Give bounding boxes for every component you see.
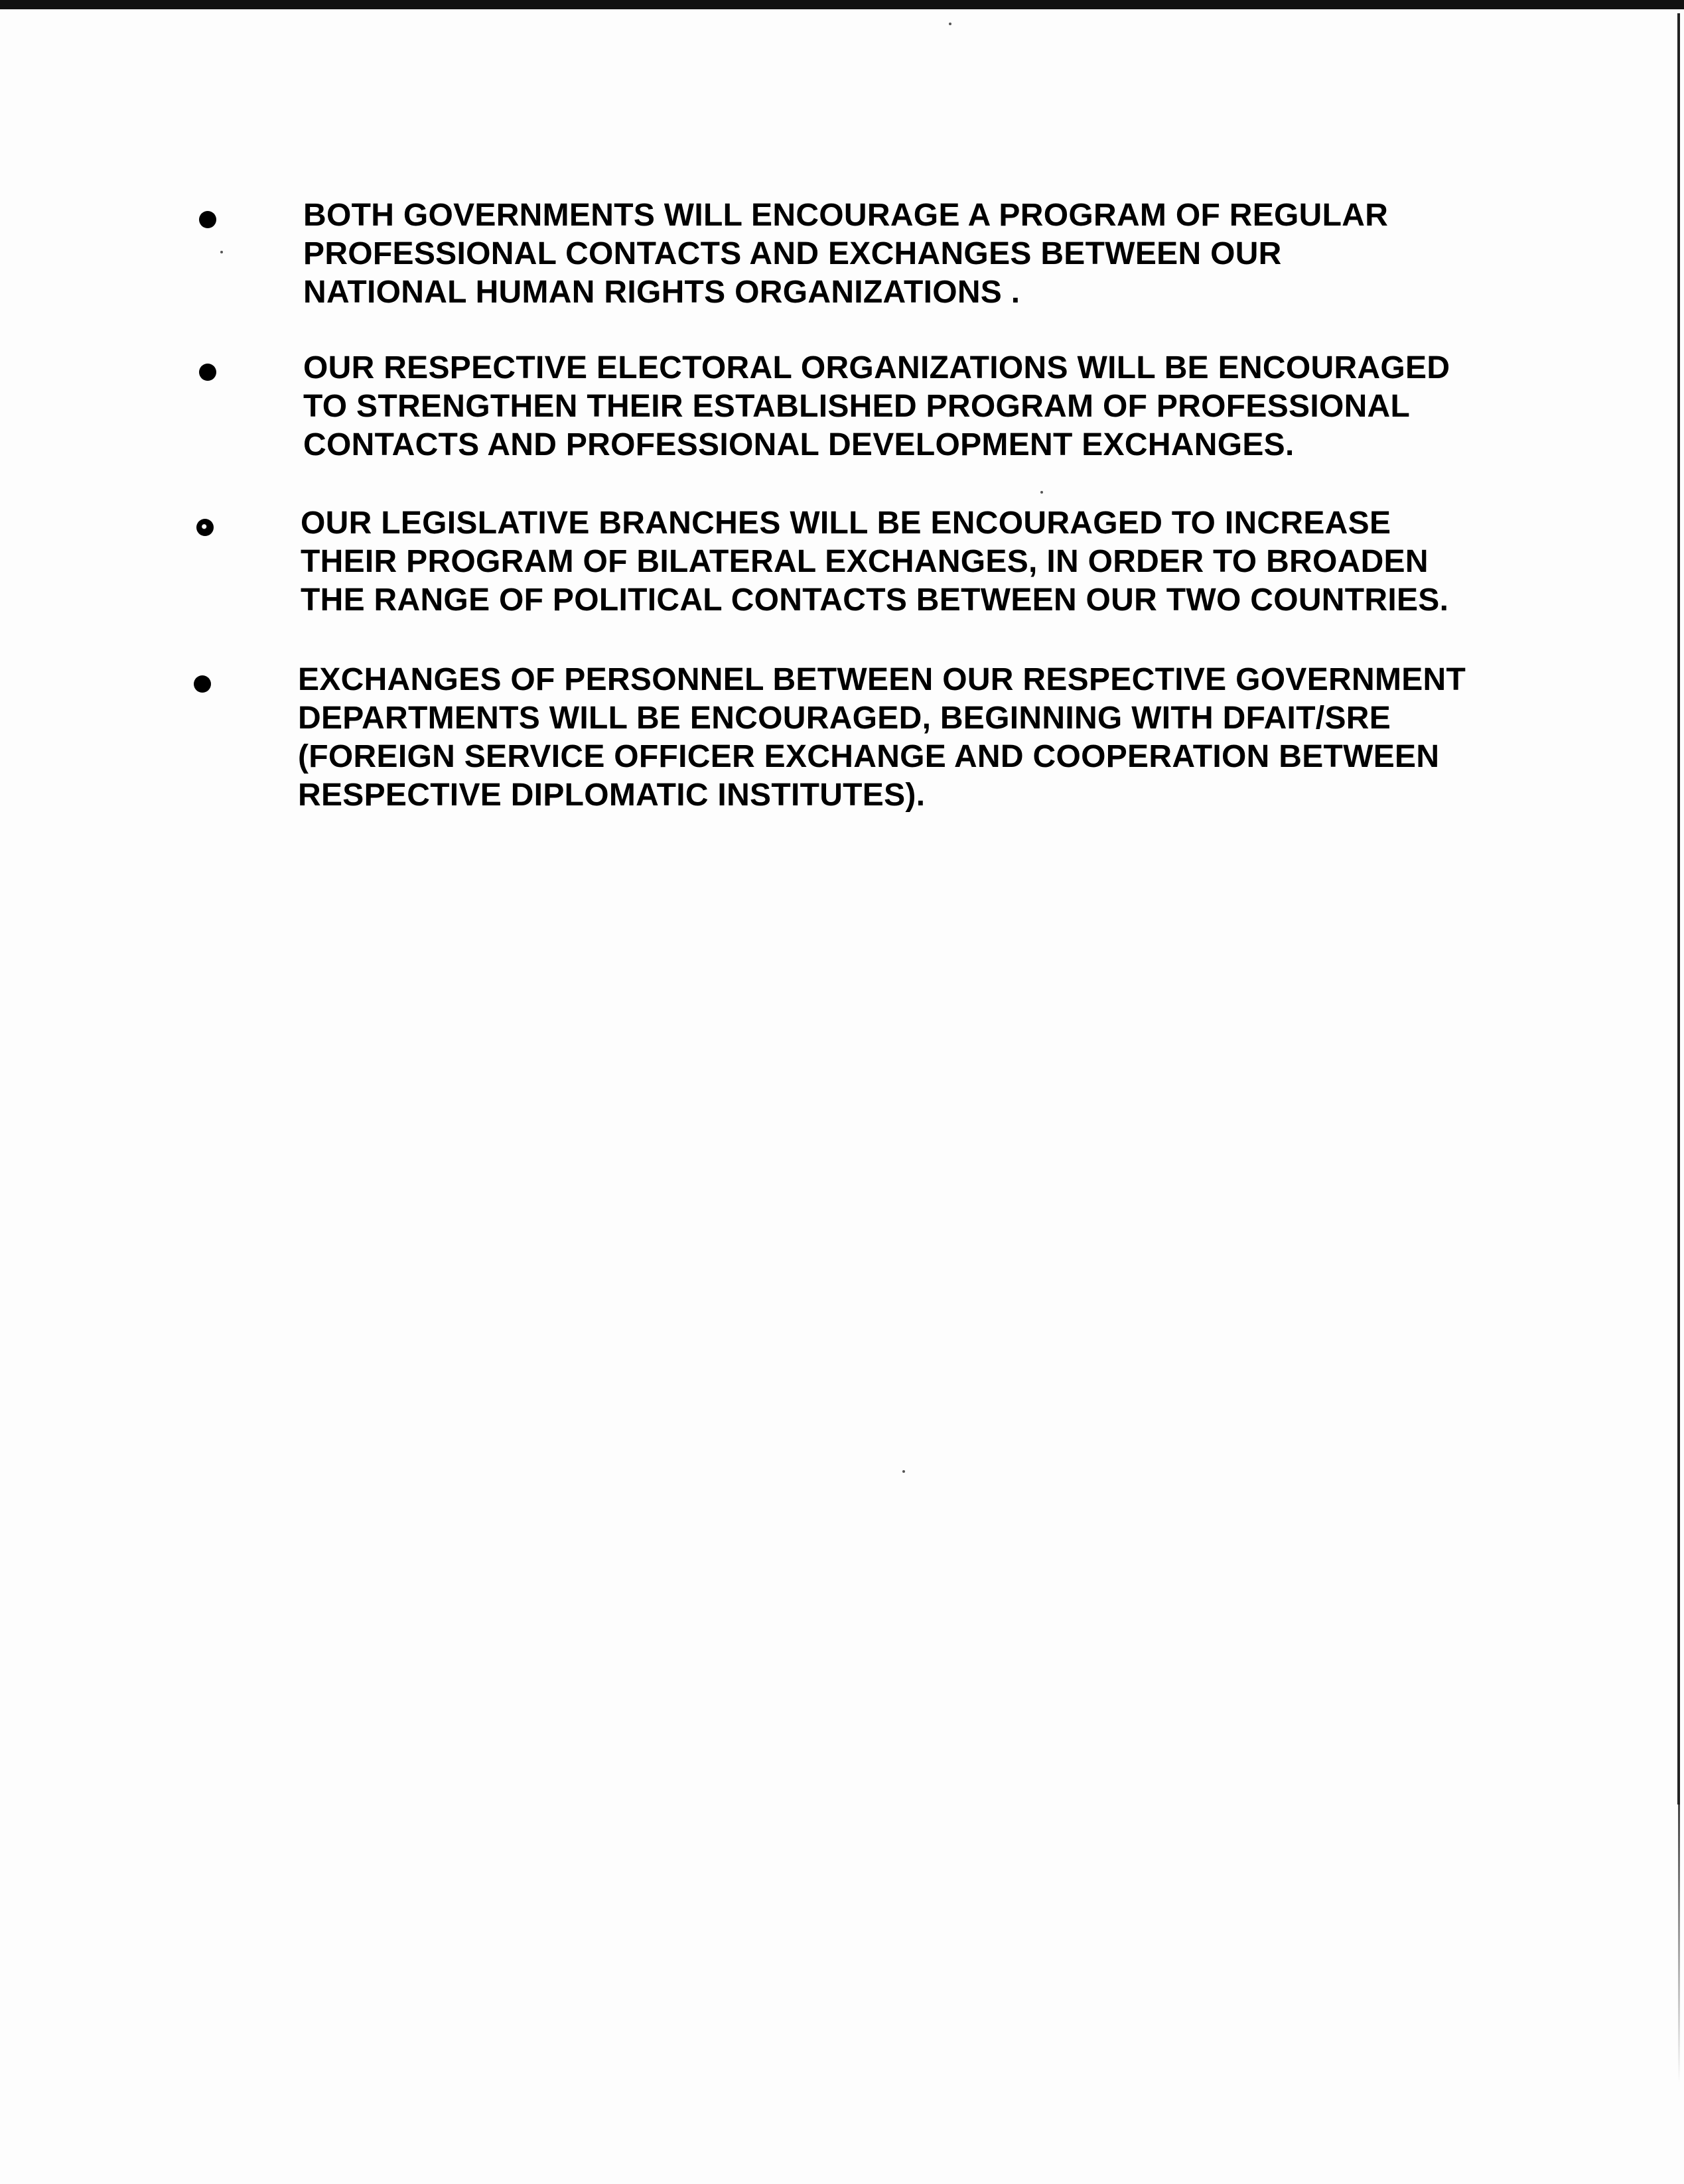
bullet-icon [199,364,216,381]
bullet-icon [196,519,214,536]
list-item-text: OUR LEGISLATIVE BRANCHES WILL BE ENCOURAGED TO INCREASE THEIR PROGRAM OF BILATERAL EXCHANGES, IN ORDER TO BROADEN THE RANGE OF POLITICAL CONTACTS BETWEEN OUR TWO COUNTRIES. [301,506,1449,618]
list-item-text: EXCHANGES OF PERSONNEL BETWEEN OUR RESPECTIVE GOVERNMENT DEPARTMENTS WILL BE ENCOURAGED, BEGINNING WITH DFAIT/SRE (FOREIGN SERVICE OFFICER EXCHANGE AND COOPERATION BETWEEN RESPECTIVE DIPLOMATIC INSTITUTES). [298,662,1466,813]
list-item-text: OUR RESPECTIVE ELECTORAL ORGANIZATIONS WILL BE ENCOURAGED TO STRENGTHEN THEIR ESTABLISHED PROGRAM OF PROFESSIONAL CONTACTS AND PROFESSIONAL DEVELOPMENT EXCHANGES. [303,350,1450,462]
bullet-icon [199,211,216,228]
bullet-icon [194,675,211,693]
list-item-text: BOTH GOVERNMENTS WILL ENCOURAGE A PROGRAM OF REGULAR PROFESSIONAL CONTACTS AND EXCHANGES BETWEEN OUR NATIONAL HUMAN RIGHTS ORGANIZATIONS . [303,198,1389,310]
